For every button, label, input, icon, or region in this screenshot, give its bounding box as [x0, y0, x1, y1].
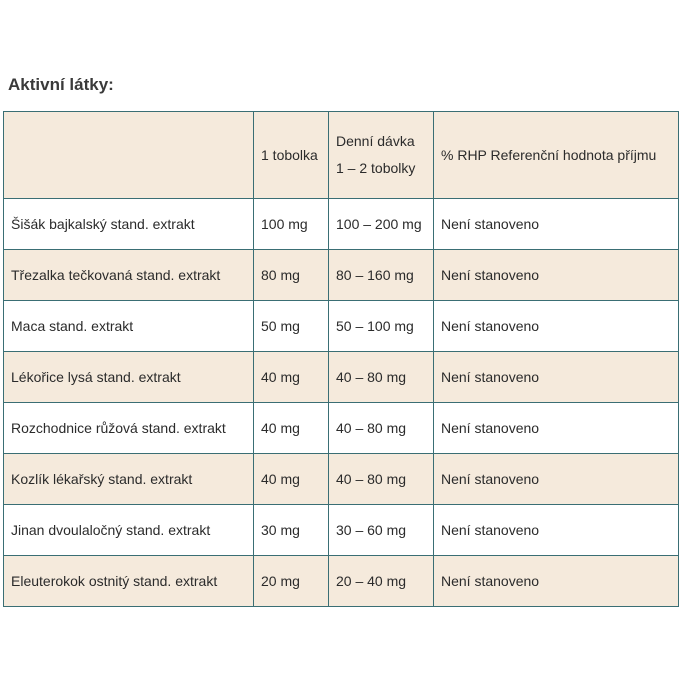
rhp-value: Není stanoveno	[434, 556, 679, 607]
table-row	[4, 505, 679, 556]
active-ingredients-table	[3, 111, 679, 607]
daily-dose-amount: 30 – 60 mg	[329, 505, 434, 556]
ingredient-name: Maca stand. extrakt	[4, 301, 254, 352]
table-row	[4, 454, 679, 505]
per-capsule-amount: 100 mg	[254, 199, 329, 250]
table-row	[4, 301, 679, 352]
table-row	[4, 556, 679, 607]
daily-dose-amount: 100 – 200 mg	[329, 199, 434, 250]
table-header-row	[4, 112, 679, 199]
ingredient-name: Třezalka tečkovaná stand. extrakt	[4, 250, 254, 301]
table-row	[4, 352, 679, 403]
rhp-value: Není stanoveno	[434, 250, 679, 301]
daily-dose-amount: 80 – 160 mg	[329, 250, 434, 301]
section-heading: Aktivní látky:	[8, 75, 114, 94]
header-daily-dose-line1: Denní dávka	[336, 133, 415, 150]
header-ingredient	[4, 112, 254, 199]
table-row	[4, 250, 679, 301]
header-daily-dose	[329, 112, 434, 199]
table-row	[4, 199, 679, 250]
daily-dose-amount: 50 – 100 mg	[329, 301, 434, 352]
per-capsule-amount: 50 mg	[254, 301, 329, 352]
ingredient-name: Lékořice lysá stand. extrakt	[4, 352, 254, 403]
per-capsule-amount: 20 mg	[254, 556, 329, 607]
per-capsule-amount: 40 mg	[254, 403, 329, 454]
ingredient-name: Rozchodnice růžová stand. extrakt	[4, 403, 254, 454]
per-capsule-amount: 80 mg	[254, 250, 329, 301]
table-row	[4, 403, 679, 454]
ingredient-name: Eleuterokok ostnitý stand. extrakt	[4, 556, 254, 607]
header-per-capsule: 1 tobolka	[254, 112, 329, 199]
ingredient-name: Jinan dvoulaločný stand. extrakt	[4, 505, 254, 556]
rhp-value: Není stanoveno	[434, 505, 679, 556]
daily-dose-amount: 40 – 80 mg	[329, 454, 434, 505]
rhp-value: Není stanoveno	[434, 403, 679, 454]
rhp-value: Není stanoveno	[434, 301, 679, 352]
daily-dose-amount: 20 – 40 mg	[329, 556, 434, 607]
ingredient-name: Šišák bajkalský stand. extrakt	[4, 199, 254, 250]
per-capsule-amount: 40 mg	[254, 454, 329, 505]
rhp-value: Není stanoveno	[434, 454, 679, 505]
daily-dose-amount: 40 – 80 mg	[329, 403, 434, 454]
per-capsule-amount: 40 mg	[254, 352, 329, 403]
rhp-value: Není stanoveno	[434, 199, 679, 250]
daily-dose-amount: 40 – 80 mg	[329, 352, 434, 403]
header-rhp: % RHP Referenční hodnota příjmu	[434, 112, 679, 199]
per-capsule-amount: 30 mg	[254, 505, 329, 556]
ingredient-name: Kozlík lékařský stand. extrakt	[4, 454, 254, 505]
header-daily-dose-line2: 1 – 2 tobolky	[336, 160, 416, 176]
rhp-value: Není stanoveno	[434, 352, 679, 403]
